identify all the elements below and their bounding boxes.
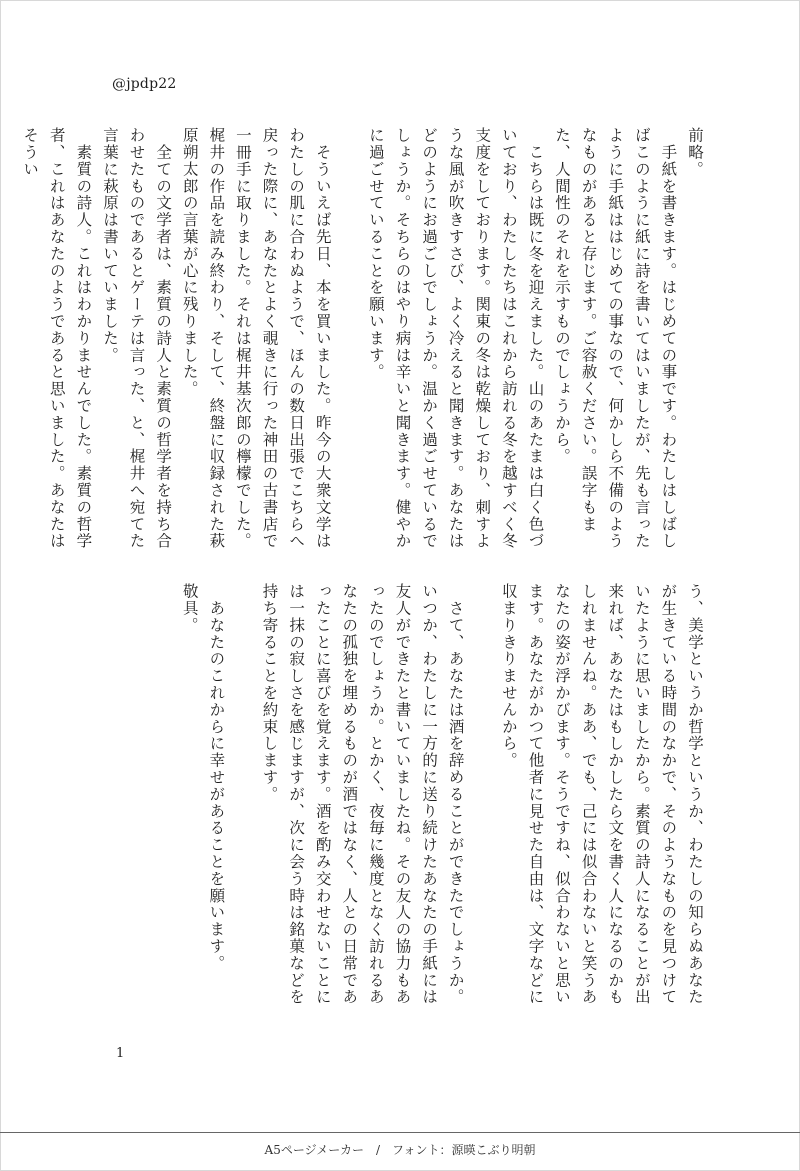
page-number: 1 <box>116 1046 125 1061</box>
footer-divider <box>0 1132 800 1133</box>
footer-credit: A5ページメーカー / フォント：源暎こぶり明朝 <box>264 1143 536 1157</box>
letter-text-upper: 前略。 手紙を書きます。はじめての事です。わたしはしばしばこのように紙に詩を書いてはいましたが、先も言ったように手紙ははじめての事なので、何かしら不備のようなものがあると存じます。ご容赦ください。誤字もまた、人間性のそれを示すものでしょうから。 こちらは既に冬を迎えました。山のあたまは白く色づいており、わたしたちはこれから訪れる冬を越すべく冬支度をしております。関東の冬は乾燥しており、刺すような風が吹きすさび、よく冷えると聞きます。あなたはどのようにお過ごしでしょうか。温かく過ごせているでしょうか。そちらのはやり病は辛いと聞きます。健やかに過ごせていることを願います。 そういえば先日、本を買いました。昨今の大衆文学はわたしの肌に合わぬようで、ほんの数日出張でこちらへ戻った際に、あなたとよく覗きに行った神田の古書店で一冊手に取りました。それは梶井基次郎の檸檬でした。梶井の作品を読み終わり、そして、終盤に収録された萩原朔太郎の言葉が心に残りました。 全ての文学者は、素質の詩人と素質の哲学者を持ち合わせたものであるとゲーテは言った、と、梶井へ宛てた言葉に萩原は書いていました。 素質の詩人。これはわかりませんでした。素質の哲学者、これはあなたのようであると思いました。あなたはそうい <box>21 127 704 550</box>
letter-text-lower: う、美学というか哲学というか、わたしの知らぬあなたが生きている時間のなかで、そのようなものを見つけていたように思いましたから。素質の詩人になることが出来れば、あなたはもしかしたら文を書く人になるのかもしれませんね。ああ、でも、己には似合わないと笑うあなたの姿が浮かびます。そうですね、似合わないと思います。あなたがかつて他者に見せた自由は、文字などに収まりきりませんから。 さて、あなたは酒を辞めることができたでしょうか。いつか、わたしに一方的に送り続けたあなたの手紙には友人ができたと書いていましたね。その友人の協力もあったのでしょうか。とかく、夜毎に幾度となく訪れるあなたの孤独を埋めるものが酒ではなく、人との日常であったことに喜びを覚えます。酒を酌み交わせないことには一抹の寂しさを感じますが、次に会う時は銘菓などを持ち寄ることを約束します。 あなたのこれからに幸せがあることを願います。 敬具。 <box>180 583 704 1006</box>
author-handle: @jpdp22 <box>112 76 177 92</box>
